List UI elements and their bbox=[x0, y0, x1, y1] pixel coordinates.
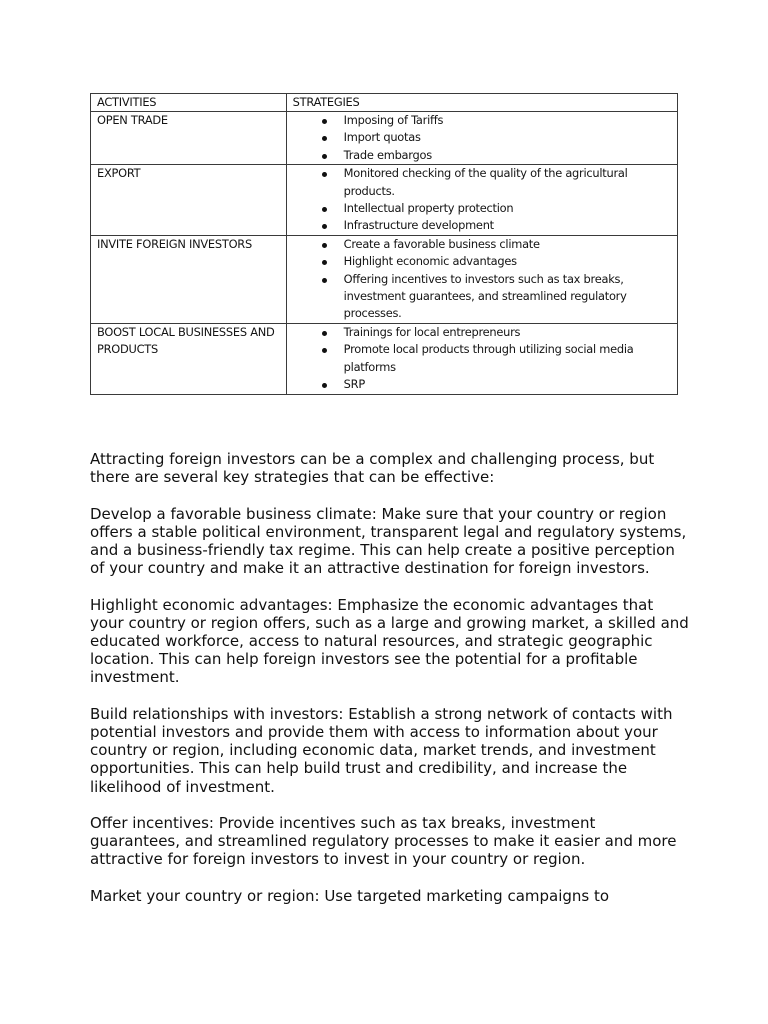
bullet-icon bbox=[322, 383, 327, 388]
strategy-text: Trade embargos bbox=[343, 147, 432, 162]
strategy-item bbox=[293, 112, 671, 129]
strategy-item bbox=[293, 129, 671, 146]
intro-paragraph: Attracting foreign investors can be a complex and challenging process, but there are several key strategies that can be effective: bbox=[90, 450, 655, 487]
activity-cell: EXPORT bbox=[91, 165, 287, 236]
strategy-item bbox=[293, 165, 671, 200]
table-row bbox=[91, 112, 678, 165]
table-row bbox=[91, 235, 678, 323]
strategy-item bbox=[293, 217, 671, 234]
strategy-list bbox=[293, 112, 671, 164]
strategies-cell bbox=[286, 112, 677, 165]
strategies-header: STRATEGIES bbox=[286, 94, 677, 112]
bullet-icon bbox=[322, 348, 327, 353]
strategy-item bbox=[293, 200, 671, 217]
activity-cell: BOOST LOCAL BUSINESSES AND PRODUCTS bbox=[91, 323, 287, 394]
bullet-icon bbox=[322, 207, 327, 212]
strategy-text: Promote local products through utilizing social media platforms bbox=[343, 342, 634, 374]
activities-header: ACTIVITIES bbox=[91, 94, 287, 112]
strategy-text: SRP bbox=[343, 377, 365, 392]
strategy-text: Import quotas bbox=[343, 130, 421, 145]
strategy-item bbox=[293, 236, 671, 253]
bullet-icon bbox=[322, 172, 327, 177]
strategy-item bbox=[293, 253, 671, 270]
strategy-list bbox=[293, 324, 671, 394]
strategy-text: Monitored checking of the quality of the agricultural products. bbox=[343, 166, 628, 198]
strategy-text: Intellectual property protection bbox=[343, 201, 514, 216]
strategy-list bbox=[293, 236, 671, 323]
economic-advantages-paragraph: Highlight economic advantages: Emphasize the economic advantages that your country or region offers, such as a large and growing market, a skilled and educated workforce, access to natural resources, and strategic geographic location. This can help foreign investors see the potential for a profitable investment. bbox=[90, 595, 689, 687]
bullet-icon bbox=[322, 331, 327, 336]
strategy-item bbox=[293, 271, 671, 323]
activity-cell: INVITE FOREIGN INVESTORS bbox=[91, 235, 287, 323]
bullet-icon bbox=[322, 260, 327, 265]
strategy-text: Highlight economic advantages bbox=[343, 254, 517, 269]
strategy-item bbox=[293, 376, 671, 393]
bullet-icon bbox=[322, 243, 327, 248]
table-header-row bbox=[91, 94, 678, 112]
strategy-text: Offering incentives to investors such as tax breaks, investment guarantees, and streamlined regulatory processes. bbox=[343, 271, 627, 321]
strategy-list bbox=[293, 165, 671, 235]
investor-relationships-paragraph: Build relationships with investors: Establish a strong network of contacts with potential investors and provide them with access to information about your country or region, including economic data, market trends, and investment opportunities. This can help build trust and credibility, and increase the likelihood of investment. bbox=[90, 704, 673, 796]
activity-cell: OPEN TRADE bbox=[91, 112, 287, 165]
incentives-paragraph: Offer incentives: Provide incentives such as tax breaks, investment guarantees, and streamlined regulatory processes to make it easier and more attractive for foreign investors to invest in your country or region. bbox=[90, 814, 677, 869]
strategy-text: Imposing of Tariffs bbox=[343, 113, 444, 127]
table-row bbox=[91, 323, 678, 394]
bullet-icon bbox=[322, 154, 327, 159]
strategies-cell bbox=[286, 165, 677, 236]
strategies-cell bbox=[286, 235, 677, 323]
strategy-item bbox=[293, 341, 671, 376]
marketing-paragraph: Market your country or region: Use targeted marketing campaigns to bbox=[90, 886, 610, 905]
activities-strategies-table bbox=[90, 93, 678, 395]
strategy-item bbox=[293, 324, 671, 341]
bullet-icon bbox=[322, 278, 327, 283]
bullet-icon bbox=[322, 224, 327, 229]
business-climate-paragraph: Develop a favorable business climate: Make sure that your country or region offers a stable political environment, transparent legal and regulatory systems, and a business-friendly tax regime. This can help create a positive perception of your country and make it an attractive destination for foreign investors. bbox=[90, 504, 687, 578]
body-text bbox=[90, 450, 690, 923]
bullet-icon bbox=[322, 136, 327, 141]
strategies-cell bbox=[286, 323, 677, 394]
strategy-item bbox=[293, 147, 671, 164]
strategy-text: Trainings for local entrepreneurs bbox=[343, 324, 521, 339]
table-row bbox=[91, 165, 678, 236]
strategy-text: Create a favorable business climate bbox=[343, 236, 540, 251]
strategy-text: Infrastructure development bbox=[343, 218, 494, 233]
bullet-icon bbox=[322, 119, 327, 124]
